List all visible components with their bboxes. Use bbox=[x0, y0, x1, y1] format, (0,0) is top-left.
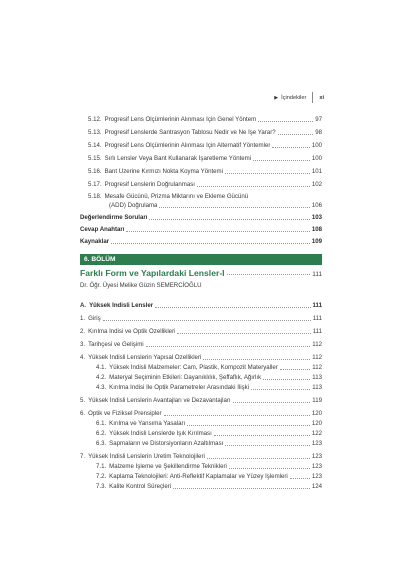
dot-leader bbox=[197, 186, 310, 187]
dot-leader bbox=[155, 307, 310, 308]
entry-page: 119 bbox=[312, 397, 322, 404]
dot-leader bbox=[227, 274, 311, 275]
chapter-title-row[interactable] bbox=[80, 268, 322, 278]
entry-title: Cevap Anahtarı bbox=[80, 226, 125, 233]
entry-title: Tarihçesi ve Gelişimi bbox=[88, 341, 144, 348]
dot-leader bbox=[229, 468, 310, 469]
entry-page: 122 bbox=[311, 430, 322, 437]
entry-page: 111 bbox=[312, 328, 322, 335]
entry-title: Yüksek İndisli Lenslerde Işık Kırılması bbox=[109, 430, 212, 437]
entry-number: 6.3. bbox=[96, 440, 107, 447]
toc-entry[interactable] bbox=[88, 181, 322, 189]
dot-leader bbox=[103, 320, 311, 321]
entry-title: Kalite Kontrol Süreçleri bbox=[109, 483, 172, 490]
dot-leader bbox=[253, 160, 310, 161]
entry-page: 113 bbox=[312, 384, 322, 391]
entry-title: Kırılma İndisi ve Optik Özellikleri bbox=[88, 328, 176, 335]
entry-title: (ADD) Doğrulama bbox=[109, 202, 158, 209]
toc-entry[interactable] bbox=[88, 129, 322, 137]
toc-subentry[interactable] bbox=[96, 364, 322, 372]
chapter-page: 111 bbox=[312, 271, 322, 278]
triangle-right-icon: ▶ bbox=[274, 94, 279, 101]
entry-number: 1. bbox=[80, 315, 86, 322]
toc-top-section bbox=[80, 116, 322, 246]
entry-title: Progresif Lenslerde Santrasyon Tablosu Nedir ve Ne İşe Yarar? bbox=[104, 129, 276, 136]
toc-chapter-section bbox=[80, 302, 322, 512]
dot-leader bbox=[207, 458, 310, 459]
entry-page: 124 bbox=[311, 483, 322, 490]
entry-page: 120 bbox=[311, 420, 322, 427]
toc-entry[interactable] bbox=[80, 302, 322, 310]
entry-page: 98 bbox=[315, 129, 322, 136]
header-page-number: xi bbox=[319, 94, 324, 101]
dot-leader bbox=[177, 333, 310, 334]
dot-leader bbox=[187, 425, 310, 426]
dot-leader bbox=[111, 243, 310, 244]
entry-page: 103 bbox=[311, 214, 322, 221]
dot-leader bbox=[225, 173, 310, 174]
entry-title: Mesafe Gücünü, Prizma Miktarını ve Ekleme Gücünü bbox=[104, 193, 249, 200]
dot-leader bbox=[258, 121, 313, 122]
entry-title: Yüksek İndisli Lensler bbox=[89, 302, 154, 309]
entry-title: Progresif Lens Ölçümlerinin Alınması İçin Genel Yöntem bbox=[104, 116, 257, 123]
dot-leader bbox=[225, 445, 310, 446]
toc-entry[interactable] bbox=[80, 397, 322, 405]
entry-number: 5.13. bbox=[88, 129, 102, 136]
toc-entry-references[interactable] bbox=[80, 238, 322, 246]
entry-title: Yüksek İndisli Malzemeler: Cam, Plastik, Kompozit Materyaller bbox=[109, 364, 278, 371]
entry-title: Kaplama Teknolojileri: Anti-Reflektif Kaplamalar ve Yüzey İşlemleri bbox=[109, 473, 288, 480]
entry-title: Yüksek İndisli Lenslerin Üretim Teknolojileri bbox=[88, 453, 205, 460]
entry-page: 97 bbox=[315, 116, 322, 123]
dot-leader bbox=[233, 402, 311, 403]
dot-leader bbox=[149, 219, 309, 220]
entry-number: 4. bbox=[80, 354, 86, 361]
dot-leader bbox=[272, 147, 309, 148]
entry-title: Giriş bbox=[88, 315, 101, 322]
entry-title: Materyal Seçiminin Etkileri: Dayanıklılık, Şeffaflık, Ağırlık bbox=[109, 374, 262, 381]
entry-number: 5.18. bbox=[88, 193, 102, 200]
entry-page: 112 bbox=[312, 341, 322, 348]
chapter-author: Dr. Öğr. Üyesi Melike Güzin SEMERCİOĞLU bbox=[80, 282, 202, 289]
entry-page: 112 bbox=[312, 364, 322, 371]
entry-title: Kaynaklar bbox=[80, 238, 110, 245]
entry-page: 123 bbox=[311, 440, 322, 447]
entry-page: 100 bbox=[311, 155, 322, 162]
entry-number: 6.1. bbox=[96, 420, 107, 427]
dot-leader bbox=[251, 389, 310, 390]
entry-number: 2. bbox=[80, 328, 86, 335]
entry-page: 109 bbox=[311, 238, 322, 245]
entry-number: 5. bbox=[80, 397, 86, 404]
dot-leader bbox=[126, 231, 309, 232]
entry-title: Optik ve Fiziksel Prensipler bbox=[88, 410, 162, 417]
entry-title: Yüksek İndisli Lenslerin Yapısal Özellikleri bbox=[88, 354, 202, 361]
header-divider bbox=[312, 92, 313, 103]
page-header bbox=[274, 92, 324, 103]
toc-entry[interactable] bbox=[88, 142, 322, 150]
entry-number: 5.16. bbox=[88, 168, 102, 175]
toc-entry[interactable] bbox=[80, 328, 322, 336]
toc-entry-review-questions[interactable] bbox=[80, 214, 322, 222]
entry-page: 113 bbox=[312, 374, 322, 381]
chapter-title: Farklı Form ve Yapılardaki Lensler-I bbox=[80, 268, 225, 278]
toc-entry[interactable] bbox=[80, 410, 322, 418]
entry-number: 4.3. bbox=[96, 384, 107, 391]
dot-leader bbox=[263, 379, 310, 380]
entry-number: 6.2. bbox=[96, 430, 107, 437]
entry-number: 4.1. bbox=[96, 364, 107, 371]
dot-leader bbox=[290, 478, 310, 479]
entry-page: 120 bbox=[311, 410, 322, 417]
entry-number: 7.3. bbox=[96, 483, 107, 490]
entry-page: 123 bbox=[311, 463, 322, 470]
toc-subentry[interactable] bbox=[96, 473, 322, 481]
dot-leader bbox=[214, 435, 310, 436]
entry-page: 112 bbox=[312, 354, 322, 361]
toc-subentry[interactable] bbox=[96, 374, 322, 382]
toc-entry[interactable] bbox=[88, 116, 322, 124]
toc-subentry[interactable] bbox=[96, 440, 322, 448]
entry-title: Sapmaların ve Distorsiyonların Azaltılması bbox=[109, 440, 224, 447]
toc-entry-continuation[interactable] bbox=[109, 202, 322, 210]
entry-number: 7.2. bbox=[96, 473, 107, 480]
entry-page: 100 bbox=[311, 142, 322, 149]
entry-number: 3. bbox=[80, 341, 86, 348]
entry-number: 6. bbox=[80, 410, 86, 417]
entry-title: Progresif Lenslerin Doğrulanması bbox=[104, 181, 195, 188]
toc-subentry[interactable] bbox=[96, 430, 322, 438]
dot-leader bbox=[146, 346, 311, 347]
entry-page: 108 bbox=[311, 226, 322, 233]
entry-title: Bant Üzerine Kırmızı Nokta Koyma Yöntemi bbox=[104, 168, 223, 175]
entry-title: Sırlı Lensler Veya Bant Kullanarak İşaretleme Yöntemi bbox=[104, 155, 252, 162]
entry-page: 111 bbox=[312, 302, 322, 309]
header-label: İçindekiler bbox=[281, 94, 307, 101]
toc-entry[interactable] bbox=[88, 193, 322, 201]
dot-leader bbox=[280, 369, 310, 370]
entry-title: Kırılma İndisi İle Optik Parametreler Arasındaki İlişki bbox=[109, 384, 250, 391]
entry-number: 5.12. bbox=[88, 116, 102, 123]
entry-number: 5.17. bbox=[88, 181, 102, 188]
entry-title: Yüksek İndisli Lenslerin Avantajları ve Dezavantajları bbox=[88, 397, 231, 404]
dot-leader bbox=[159, 207, 309, 208]
entry-title: Kırılma ve Yansıma Yasaları bbox=[109, 420, 186, 427]
toc-entry[interactable] bbox=[80, 341, 322, 349]
toc-entry[interactable] bbox=[80, 453, 322, 461]
entry-number: 7. bbox=[80, 453, 86, 460]
entry-page: 111 bbox=[312, 315, 322, 322]
dot-leader bbox=[203, 359, 310, 360]
entry-number: 7.1. bbox=[96, 463, 107, 470]
entry-page: 102 bbox=[311, 181, 322, 188]
dot-leader bbox=[278, 134, 314, 135]
toc-entry[interactable] bbox=[80, 315, 322, 323]
toc-entry[interactable] bbox=[88, 155, 322, 163]
entry-number: 5.14. bbox=[88, 142, 102, 149]
dot-leader bbox=[173, 488, 310, 489]
entry-page: 123 bbox=[311, 453, 322, 460]
entry-page: 101 bbox=[311, 168, 322, 175]
entry-title: Değerlendirme Soruları bbox=[80, 214, 148, 221]
toc-subentry[interactable] bbox=[96, 384, 322, 392]
dot-leader bbox=[164, 415, 310, 416]
toc-entry-answer-key[interactable] bbox=[80, 226, 322, 234]
toc-subentry[interactable] bbox=[96, 463, 322, 471]
entry-title: Malzeme İşleme ve Şekillendirme Teknikleri bbox=[109, 463, 227, 470]
entry-number: 5.15. bbox=[88, 155, 102, 162]
toc-subentry[interactable] bbox=[96, 483, 322, 491]
toc-entry[interactable] bbox=[88, 168, 322, 176]
toc-subentry[interactable] bbox=[96, 420, 322, 428]
entry-page: 123 bbox=[311, 473, 322, 480]
entry-title: Progresif Lens Ölçümlerinin Alınması İçin Alternatif Yöntemler bbox=[104, 142, 271, 149]
entry-number: 4.2. bbox=[96, 374, 107, 381]
toc-entry[interactable] bbox=[80, 354, 322, 362]
chapter-label-bar: 6. BÖLÜM bbox=[80, 254, 322, 265]
entry-number: A. bbox=[80, 302, 87, 309]
entry-page: 106 bbox=[311, 202, 322, 209]
